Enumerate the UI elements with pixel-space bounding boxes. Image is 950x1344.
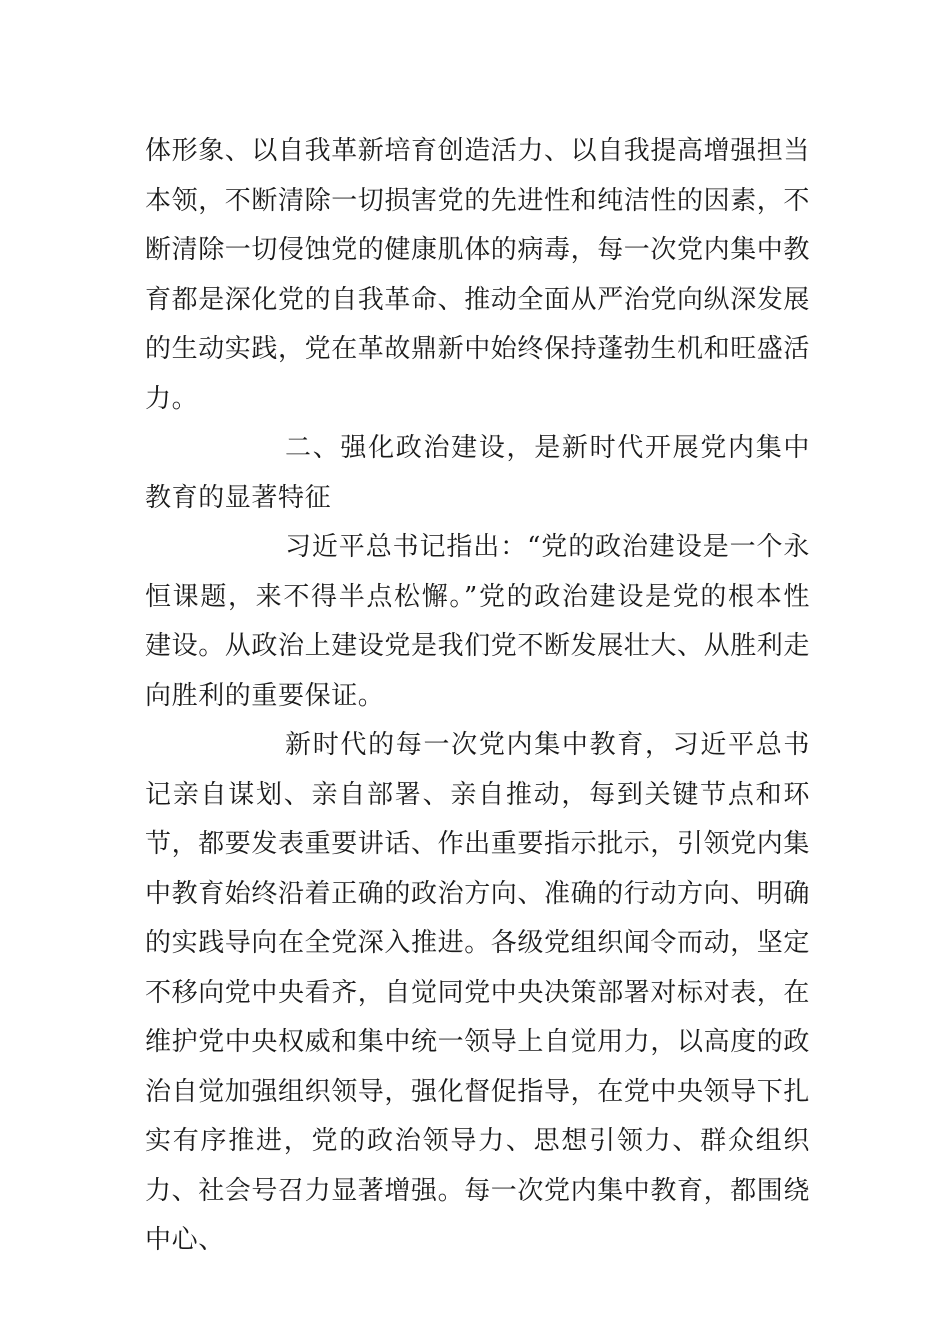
document-body <box>145 127 810 1266</box>
paragraph-body: 新时代的每一次党内集中教育，习近平总书记亲自谋划、亲自部署、亲自推动，每到关键节点和环节，都要发表重要讲话、作出重要指示批示，引领党内集中教育始终沿着正确的政治方向、准确的行动方向、明确的实践导向在全党深入推进。各级党组织闻令而动，坚定不移向党中央看齐，自觉同党中央决策部署对标对表，在维护党中央权威和集中统一领导上自觉用力，以高度的政治自觉加强组织领导，强化督促指导，在党中央领导下扎实有序推进，党的政治领导力、思想引领力、群众组织力、社会号召力显著增强。每一次党内集中教育，都围绕中心、 <box>145 730 811 1255</box>
paragraph-quote: 习近平总书记指出：“党的政治建设是一个永恒课题，来不得半点松懈。”党的政治建设是党的根本性建设。从政治上建设党是我们党不断发展壮大、从胜利走向胜利的重要保证。 <box>145 532 811 711</box>
paragraph-continuation: 体形象、以自我革新培育创造活力、以自我提高增强担当本领，不断清除一切损害党的先进性和纯洁性的因素，不断清除一切侵蚀党的健康肌体的病毒，每一次党内集中教育都是深化党的自我革命、推动全面从严治党向纵深发展的生动实践，党在革故鼎新中始终保持蓬勃生机和旺盛活力。 <box>145 136 811 414</box>
section-heading: 二、强化政治建设，是新时代开展党内集中教育的显著特征 <box>145 433 810 513</box>
